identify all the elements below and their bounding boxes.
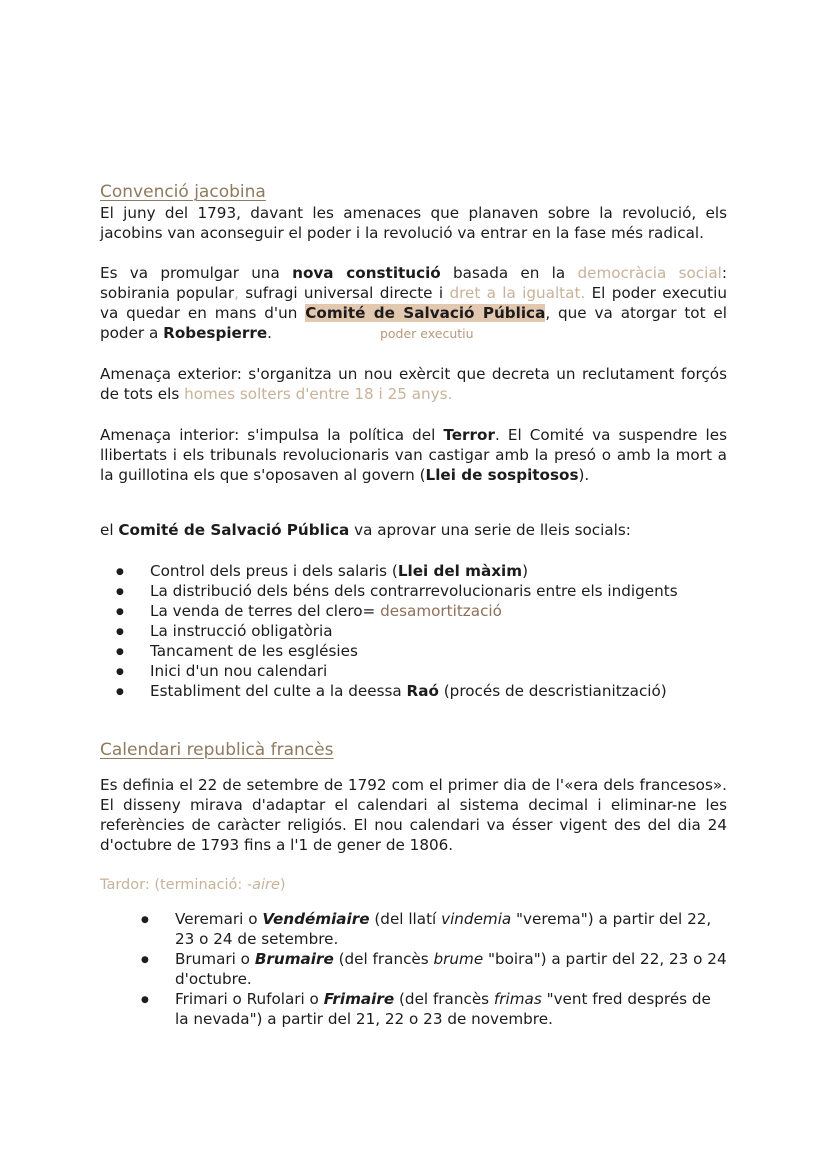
text: (del llatí	[369, 910, 442, 928]
list-item: ● La instrucció obligatòria	[100, 621, 727, 641]
list-item	[100, 989, 727, 1029]
list-item	[100, 681, 727, 701]
bold-nova-constitucio: nova constitució	[292, 264, 441, 282]
text: : sobirania popular	[100, 264, 728, 302]
text: el	[100, 521, 119, 539]
text: va aprovar una serie de lleis socials:	[349, 521, 631, 539]
text: basada en la	[440, 264, 578, 282]
text: La venda de terres del clero=	[150, 602, 381, 620]
colored-desamortitzacio: desamortització	[380, 602, 502, 620]
section-heading-calendari: Calendari republicà francès	[100, 740, 334, 760]
document-page	[100, 181, 727, 1029]
list-item: ● Inici d'un nou calendari	[100, 661, 727, 681]
bold-llei-maxim: Llei del màxim	[397, 562, 523, 580]
bold-terror: Terror	[443, 426, 495, 444]
text: (del francès	[394, 990, 494, 1008]
text: Veremari o	[175, 910, 263, 928]
paragraph-calendari: Es definia el 22 de setembre de 1792 com el primer dia de l'«era dels francesos». El disseny mirava d'adaptar el calendari al sistema decimal i eliminar-ne les referències de caràcter religiós. El nou calendari va ésser vigent des del dia 24 d'octubre de 1793 fins a l'1 de gener de 1806.	[100, 776, 727, 854]
paragraph-amenaca-exterior	[100, 364, 727, 404]
text: Es va promulgar una	[100, 264, 293, 282]
list-item	[100, 909, 727, 949]
colored-homes-solters: homes solters d'entre 18 i 25 anys.	[184, 385, 453, 403]
text: )	[522, 562, 528, 580]
social-laws-list	[100, 561, 727, 701]
list-item: ● Tancament de les esglésies	[100, 641, 727, 661]
bold-italic-vendemiaire: Vendémiaire	[262, 910, 370, 928]
text: "vent fred després de la nevada") a partir del 21, 22 o 23 de novembre.	[175, 990, 711, 1028]
italic-aire: -aire	[246, 877, 280, 893]
list-item	[100, 561, 727, 581]
list-item	[100, 601, 727, 621]
text: Amenaça interior: s'impulsa la política del	[100, 426, 444, 444]
paragraph-constitution	[100, 263, 727, 344]
section-heading-convencio: Convenció jacobina	[100, 182, 266, 202]
bold-robespierre: Robespierre	[163, 324, 268, 342]
text: "verema") a partir del 22, 23 o 24 de setembre.	[175, 910, 712, 948]
text: . El Comité va suspendre les llibertats i els tribunals revolucionaris van castigar amb la presó o amb la mort a la guillotina els que s'oposaven al govern (	[100, 426, 727, 484]
text: ).	[578, 466, 590, 484]
bold-comite: Comité de Salvació Pública	[118, 521, 350, 539]
text: .	[267, 324, 272, 342]
paragraph-june-1793: El juny del 1793, davant les amenaces que planaven sobre la revolució, els jacobins van aconseguir el poder i la revolució va entrar en la fase més radical.	[100, 204, 727, 242]
text: Amenaça exterior: s'organitza un nou exèrcit que decreta un reclutament forçós de tots els	[100, 365, 727, 403]
bold-rao: Raó	[406, 682, 439, 700]
text: (procés de descristianització)	[438, 682, 667, 700]
text: Frimari o Rufolari o	[175, 990, 324, 1008]
italic-brume: brume	[433, 950, 484, 968]
text: , que va atorgar tot el poder a	[100, 304, 727, 342]
text: "boira") a partir del 22, 23 o 24 d'octubre.	[175, 950, 727, 988]
paragraph-amenaca-interior	[100, 425, 727, 485]
bold-italic-brumaire: Brumaire	[254, 950, 334, 968]
paragraph-lleis-socials	[100, 520, 727, 540]
text: Tardor: (terminació:	[100, 877, 247, 893]
bold-italic-frimaire: Frimaire	[323, 990, 395, 1008]
subheading-tardor	[100, 875, 727, 895]
text: (del francès	[333, 950, 434, 968]
list-item	[100, 949, 727, 989]
colored-democracia-social: democràcia social	[577, 264, 722, 282]
colored-comma: ,	[234, 284, 239, 302]
italic-frimas: frimas	[493, 990, 542, 1008]
text: Control dels preus i dels salaris (	[150, 562, 398, 580]
text: )	[279, 877, 286, 893]
text: Brumari o	[175, 950, 255, 968]
text: Establiment del culte a la deessa	[150, 682, 407, 700]
text: El poder executiu va quedar en mans d'un	[100, 284, 727, 322]
list-item: ● La distribució dels béns dels contrarrevolucionaris entre els indigents	[100, 581, 727, 601]
text: sufragi universal directe i	[238, 284, 450, 302]
bold-llei-sospitosos: Llei de sospitosos	[425, 466, 579, 484]
colored-dret-igualtat: dret a la igualtat.	[449, 284, 586, 302]
italic-vindemia: vindemia	[441, 910, 512, 928]
highlight-comite: Comité de Salvació Pública	[305, 304, 546, 322]
autumn-months-list	[100, 909, 727, 1029]
margin-note-poder-executiu: poder executiu	[379, 326, 474, 341]
